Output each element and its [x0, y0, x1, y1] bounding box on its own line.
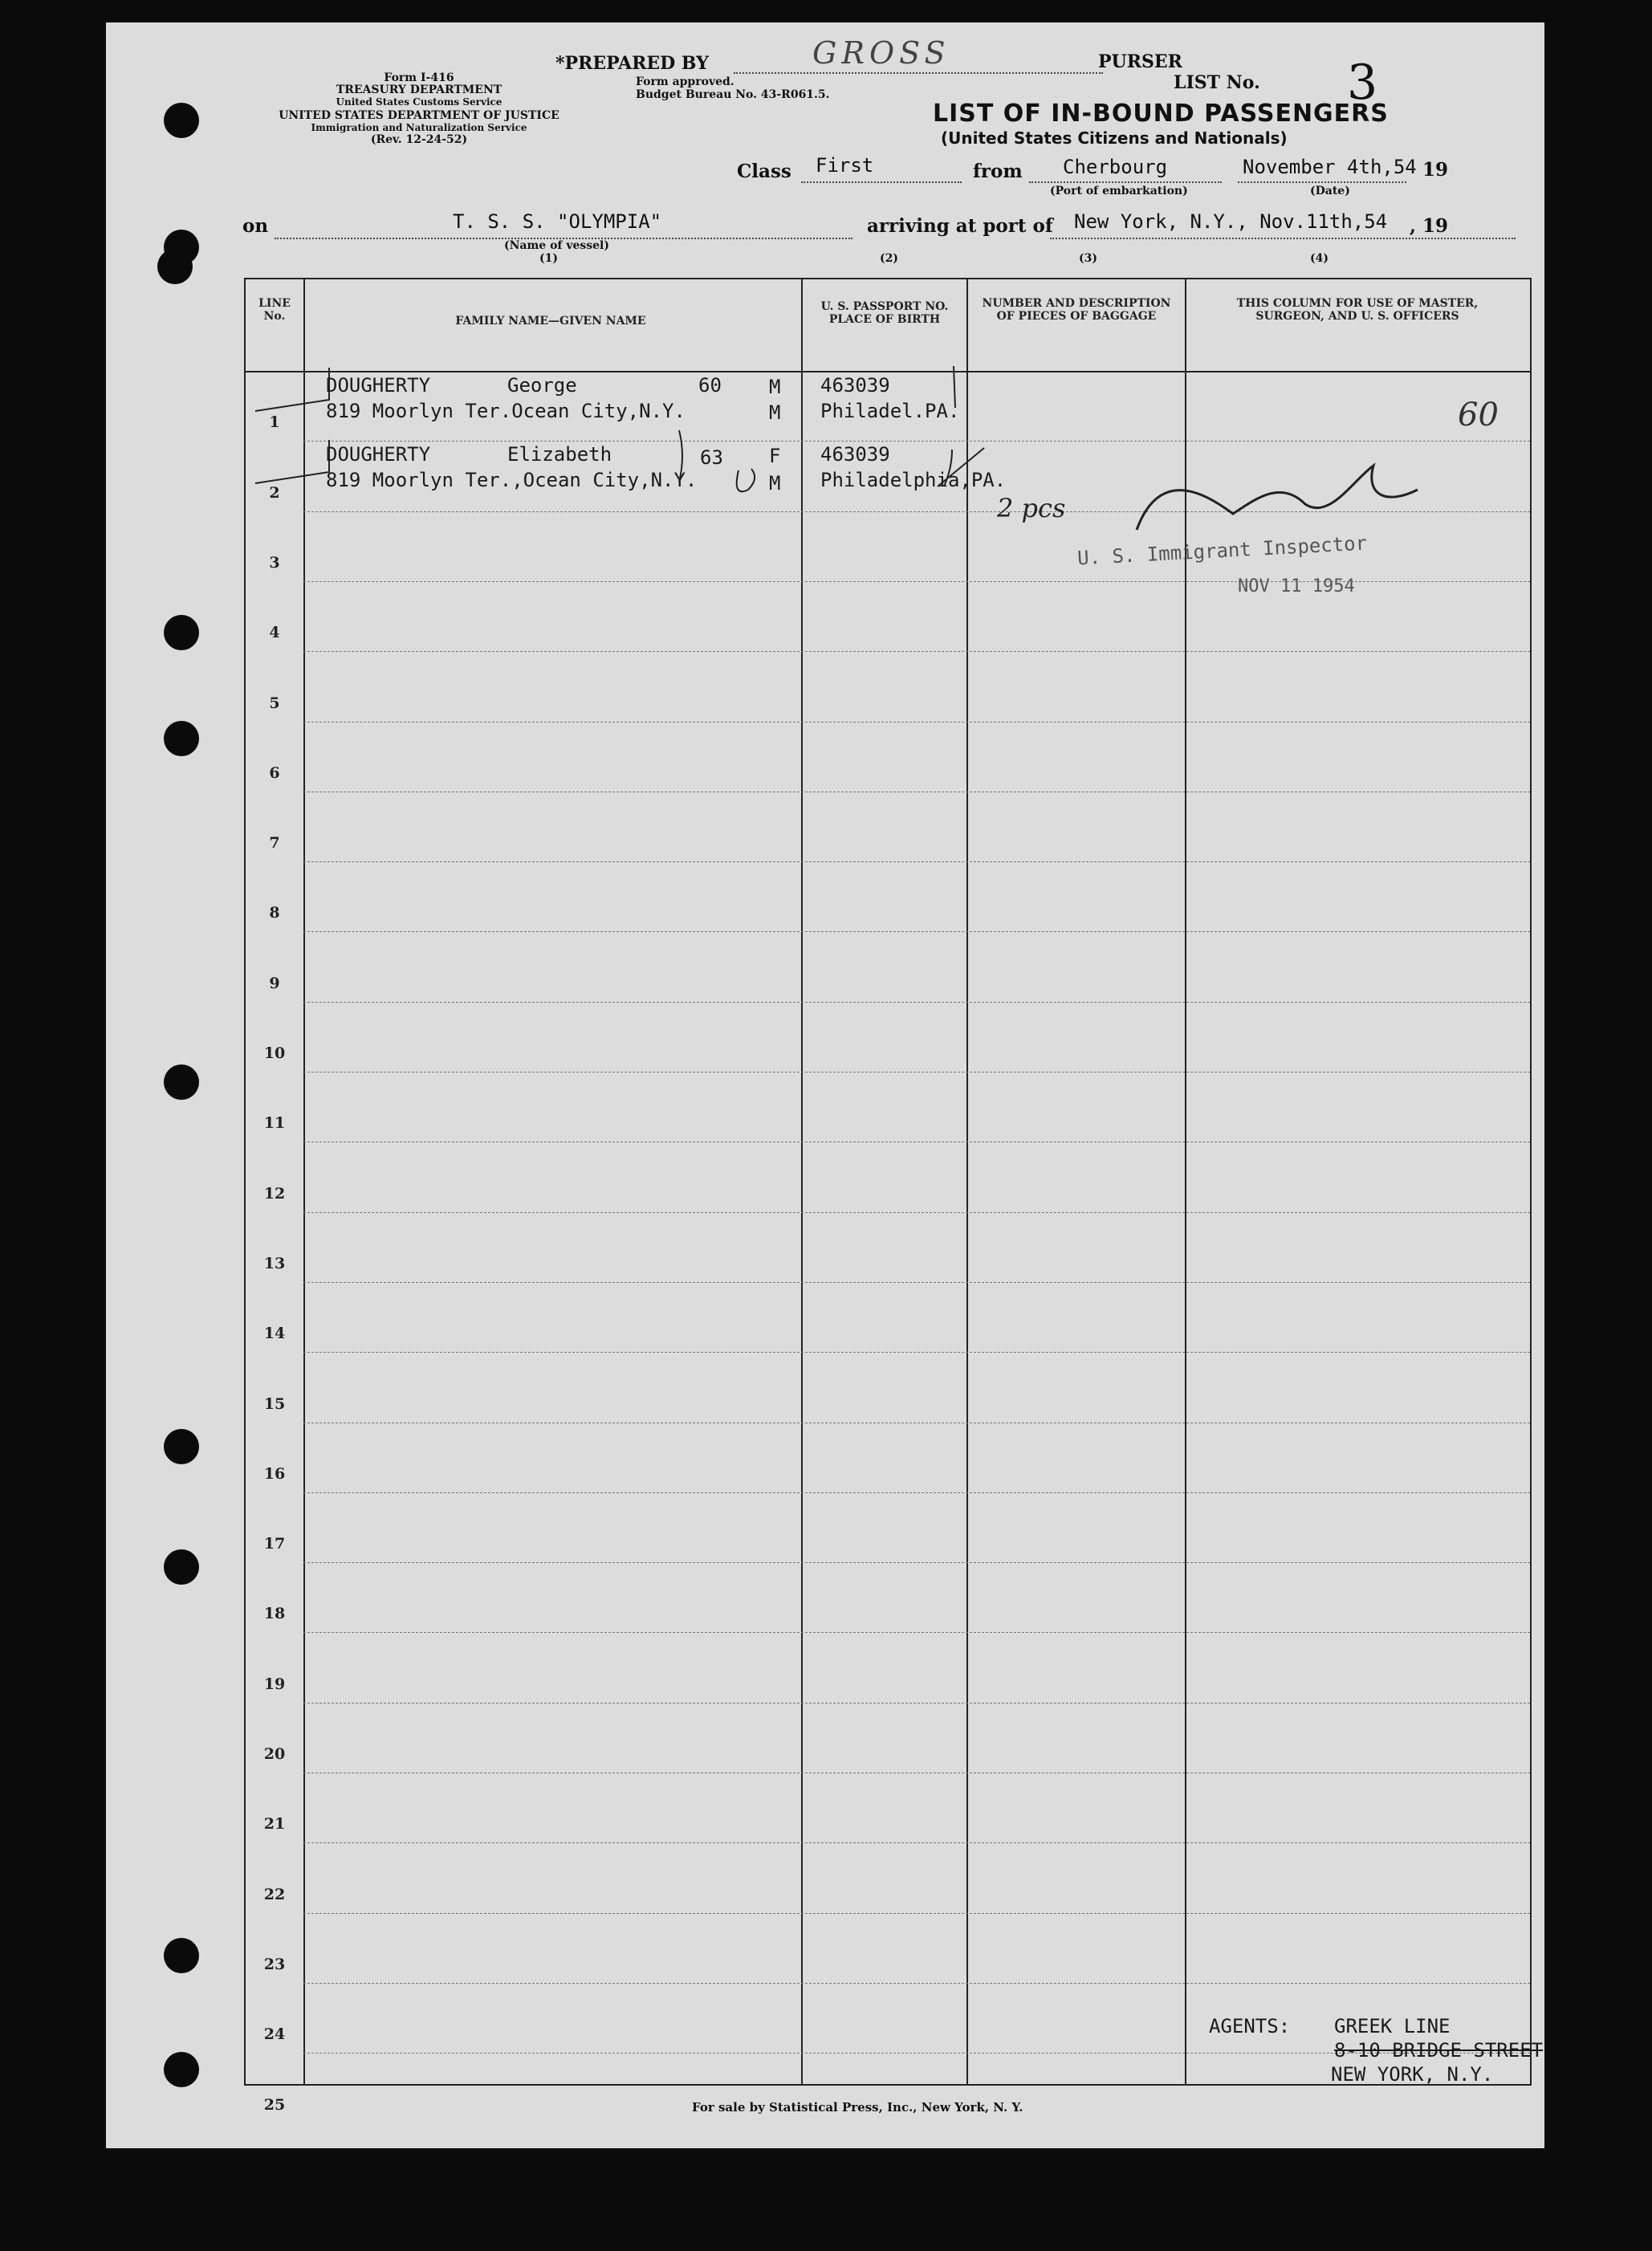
passenger-1-passport: 463039: [820, 374, 890, 397]
header-officers: THIS COLUMN FOR USE OF MASTER, SURGEON, AND U. S. OFFICERS: [1236, 297, 1479, 323]
line-number: 23: [263, 1955, 286, 1973]
table-row: [303, 1562, 1530, 1563]
passenger-2-address: 819 Moorlyn Ter.,Ocean City,N.Y.: [326, 469, 698, 491]
table-row: [303, 1352, 1530, 1353]
binder-hole: [164, 1429, 199, 1464]
table-row: [303, 1212, 1530, 1213]
vessel-value: T. S. S. "OLYMPIA": [453, 210, 662, 233]
line-number: 12: [263, 1184, 286, 1203]
binder-hole: [164, 615, 199, 650]
stamp-date: NOV 11 1954: [1238, 576, 1355, 596]
table-row: [303, 1002, 1530, 1003]
table-row: [303, 1492, 1530, 1493]
baggage-note: 2 pcs: [997, 493, 1066, 523]
justice-label: UNITED STATES DEPARTMENT OF JUSTICE: [279, 109, 559, 122]
treasury-label: TREASURY DEPARTMENT: [336, 83, 503, 96]
passenger-2-sex: F: [769, 445, 781, 467]
header-baggage: NUMBER AND DESCRIPTION OF PIECES OF BAGGAGE: [982, 297, 1171, 323]
line-number: 13: [263, 1254, 286, 1272]
col-number-4: (4): [1310, 252, 1329, 265]
passenger-2-passport: 463039: [820, 443, 890, 466]
line-number: 21: [263, 1815, 286, 1834]
passenger-1-birthplace: Philadel.PA.: [820, 400, 960, 422]
passenger-1-age: 60: [698, 374, 722, 397]
passenger-1-marital: M: [769, 401, 781, 424]
vessel-caption: (Name of vessel): [504, 239, 609, 252]
table-row: [303, 1072, 1530, 1073]
line-number: 25: [263, 2095, 286, 2114]
passenger-2-marital: M: [769, 472, 781, 495]
col-number-3: (3): [1079, 252, 1097, 265]
form-number: Form I-416: [384, 71, 454, 84]
passenger-2-surname: DOUGHERTY: [326, 443, 431, 466]
line-number: 8: [269, 904, 280, 922]
inspector-stamp: U. S. Immigrant Inspector: [1076, 531, 1368, 570]
table-row: [303, 1632, 1530, 1633]
passenger-1-officer-note: 60: [1458, 397, 1499, 434]
binder-hole: [164, 1938, 199, 1973]
document-title: LIST OF IN-BOUND PASSENGERS: [933, 100, 1389, 128]
line-number: 16: [263, 1464, 286, 1483]
table-row: [303, 1983, 1530, 1984]
line-number: 3: [269, 553, 280, 572]
header-line-no: LINE No.: [258, 297, 291, 323]
passenger-1-sex: M: [769, 376, 781, 398]
port-line: [1029, 181, 1222, 183]
line-number: 18: [263, 1605, 286, 1623]
arrival-value: New York, N.Y., Nov.11th,54: [1074, 210, 1388, 233]
line-number: 15: [263, 1394, 286, 1413]
class-value: First: [816, 154, 874, 177]
line-number: 4: [269, 624, 280, 642]
binder-hole: [164, 1549, 199, 1585]
agency-block: [242, 72, 596, 146]
document-subtitle: (United States Citizens and Nationals): [941, 128, 1288, 148]
line-number: 1: [269, 413, 280, 432]
line-number: 22: [263, 1885, 286, 1903]
col-number-2: (2): [880, 252, 898, 265]
line-number: 14: [263, 1325, 286, 1343]
binder-hole: [164, 2052, 199, 2087]
line-number: 10: [263, 1044, 286, 1062]
line-number: 20: [263, 1745, 286, 1763]
table-row: [303, 931, 1530, 932]
table-row: [303, 1913, 1530, 1914]
date-value: November 4th,54: [1243, 156, 1417, 178]
passenger-2-given: Elizabeth: [507, 443, 612, 466]
col-number-1: (1): [539, 252, 558, 265]
passenger-2-birthplace: Philadelphia,PA.: [820, 469, 1007, 491]
binder-hole: [164, 721, 199, 756]
prepared-by-label: *PREPARED BY: [555, 53, 709, 74]
table-row: [303, 1842, 1530, 1843]
arrival-line: [1050, 238, 1516, 239]
table-row: [303, 1703, 1530, 1704]
line-number: 17: [263, 1535, 286, 1553]
table-row: [303, 651, 1530, 652]
table-row: [303, 861, 1530, 862]
binder-hole: [164, 103, 199, 138]
agents-label: AGENTS:: [1209, 2015, 1291, 2037]
manifest-page: [106, 22, 1544, 2148]
class-label: Class: [737, 161, 791, 182]
list-no-value: 3: [1347, 55, 1378, 111]
footer-note: For sale by Statistical Press, Inc., New York, N. Y.: [692, 2100, 1023, 2115]
passenger-2-age: 63: [700, 446, 723, 469]
date-caption: (Date): [1310, 185, 1350, 197]
arriving-label: arriving at port of: [867, 215, 1053, 237]
line-number: 5: [269, 694, 280, 712]
list-no-label: LIST No.: [1174, 72, 1260, 93]
agents-line-1: GREEK LINE: [1334, 2015, 1451, 2037]
immigration-label: Immigration and Naturalization Service: [311, 122, 527, 133]
line-number: 11: [263, 1114, 286, 1133]
from-label: from: [973, 161, 1023, 182]
passenger-1-given: George: [507, 374, 577, 397]
line-number: 6: [269, 763, 280, 782]
customs-label: United States Customs Service: [336, 96, 503, 108]
table-row: [303, 722, 1530, 723]
line-number: 2: [269, 483, 280, 502]
header-name: FAMILY NAME—GIVEN NAME: [455, 315, 646, 328]
agents-line-3: NEW YORK, N.Y.: [1331, 2063, 1494, 2086]
line-number: 9: [269, 974, 280, 992]
passenger-1-surname: DOUGHERTY: [326, 374, 431, 397]
on-label: on: [242, 215, 269, 237]
binder-hole: [164, 1064, 199, 1100]
date-year: 19: [1422, 159, 1449, 181]
line-number: 19: [263, 1675, 286, 1693]
passenger-1-address: 819 Moorlyn Ter.Ocean City,N.Y.: [326, 400, 686, 422]
line-number: 7: [269, 834, 280, 853]
header-passport: U. S. PASSPORT NO. PLACE OF BIRTH: [820, 300, 949, 326]
budget-bureau: Budget Bureau No. 43-R061.5.: [636, 88, 830, 101]
form-approved: Form approved.: [636, 75, 734, 88]
port-caption: (Port of embarkation): [1050, 185, 1188, 197]
table-row: [303, 1282, 1530, 1283]
class-line: [801, 181, 962, 183]
agents-line-2: 8-10 BRIDGE STREET: [1334, 2039, 1544, 2062]
prepared-by-line: [734, 72, 1103, 74]
prepared-by-value: GROSS: [812, 35, 950, 71]
line-number: 24: [263, 2025, 286, 2044]
arrival-year: , 19: [1410, 215, 1449, 237]
revision-label: (Rev. 12-24-52): [370, 133, 468, 146]
date-line: [1238, 181, 1406, 183]
binder-hole: [157, 249, 193, 284]
port-value: Cherbourg: [1063, 156, 1168, 178]
purser-label: PURSER: [1098, 51, 1182, 72]
